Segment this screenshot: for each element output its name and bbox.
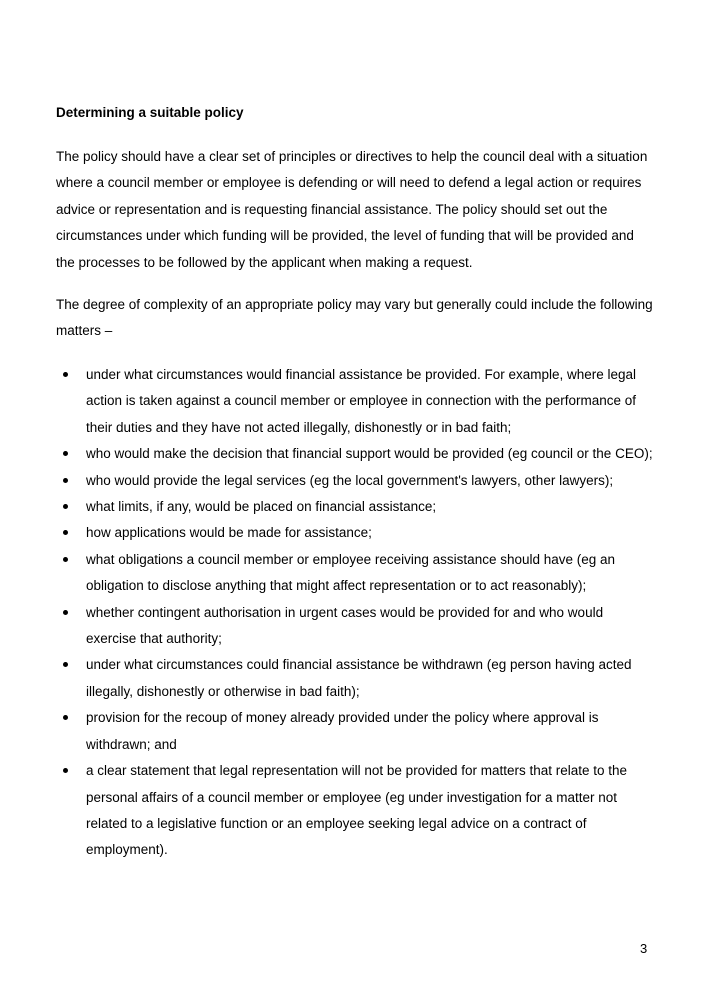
page-number: 3: [640, 941, 648, 956]
list-item: [0, 758, 656, 864]
bullet-icon: [63, 530, 68, 535]
list-item-text: who would make the decision that financial support would be provided (eg council or the CEO);: [86, 446, 653, 462]
list-item-text: who would provide the legal services (eg the local government's lawyers, other lawyers);: [86, 472, 614, 488]
list-item: [0, 441, 656, 467]
paragraph-policy-principles: The policy should have a clear set of principles or directives to help the council deal with a situation where a council member or employee is defending or will need to defend a legal action or requires advice or representation and is requesting financial assistance. The policy should set out the circumstances under which funding will be provided, the level of funding that will be provided and the processes to be followed by the applicant when making a request.: [56, 149, 648, 270]
section-heading: Determining a suitable policy: [56, 105, 244, 120]
bullet-icon: [63, 768, 68, 773]
paragraph-complexity: The degree of complexity of an appropriate policy may vary but generally could include the following matters –: [56, 297, 653, 339]
list-item-text: whether contingent authorisation in urgent cases would be provided for and who would exercise that authority;: [86, 604, 604, 647]
bullet-icon: [63, 478, 68, 483]
list-item: [0, 362, 656, 441]
bullet-icon: [63, 715, 68, 720]
list-item: [0, 547, 656, 600]
bullet-icon: [63, 451, 68, 456]
list-item: [0, 652, 656, 705]
list-item-text: what limits, if any, would be placed on financial assistance;: [86, 499, 437, 515]
list-item-text: a clear statement that legal representation will not be provided for matters that relate to the personal affairs of a council member or employee (eg under investigation for a matter not related to a legislative function or an employee seeking legal advice on a contract of employment).: [86, 763, 628, 858]
list-item-text: under what circumstances would financial assistance be provided. For example, where legal action is taken against a council member or employee in connection with the performance of their duties and they have not acted illegally, dishonestly or in bad faith;: [86, 367, 637, 435]
bullet-icon: [63, 504, 68, 509]
list-item: [0, 520, 656, 546]
bullet-icon: [63, 610, 68, 615]
bullet-icon: [63, 372, 68, 377]
list-item-text: what obligations a council member or employee receiving assistance should have (eg an obligation to disclose anything that might affect representation or to act reasonably);: [86, 551, 616, 594]
list-item-text: how applications would be made for assistance;: [86, 525, 372, 541]
list-item-text: under what circumstances could financial assistance be withdrawn (eg person having acted illegally, dishonestly or otherwise in bad faith);: [86, 657, 632, 699]
list-item: [0, 705, 656, 758]
bullet-icon: [63, 662, 68, 667]
bullet-icon: [63, 557, 68, 562]
list-item-text: provision for the recoup of money already provided under the policy where approval is withdrawn; and: [86, 710, 599, 752]
list-item: [0, 494, 656, 520]
list-item: [0, 468, 656, 494]
matters-list: [0, 362, 706, 864]
list-item: [0, 600, 656, 653]
